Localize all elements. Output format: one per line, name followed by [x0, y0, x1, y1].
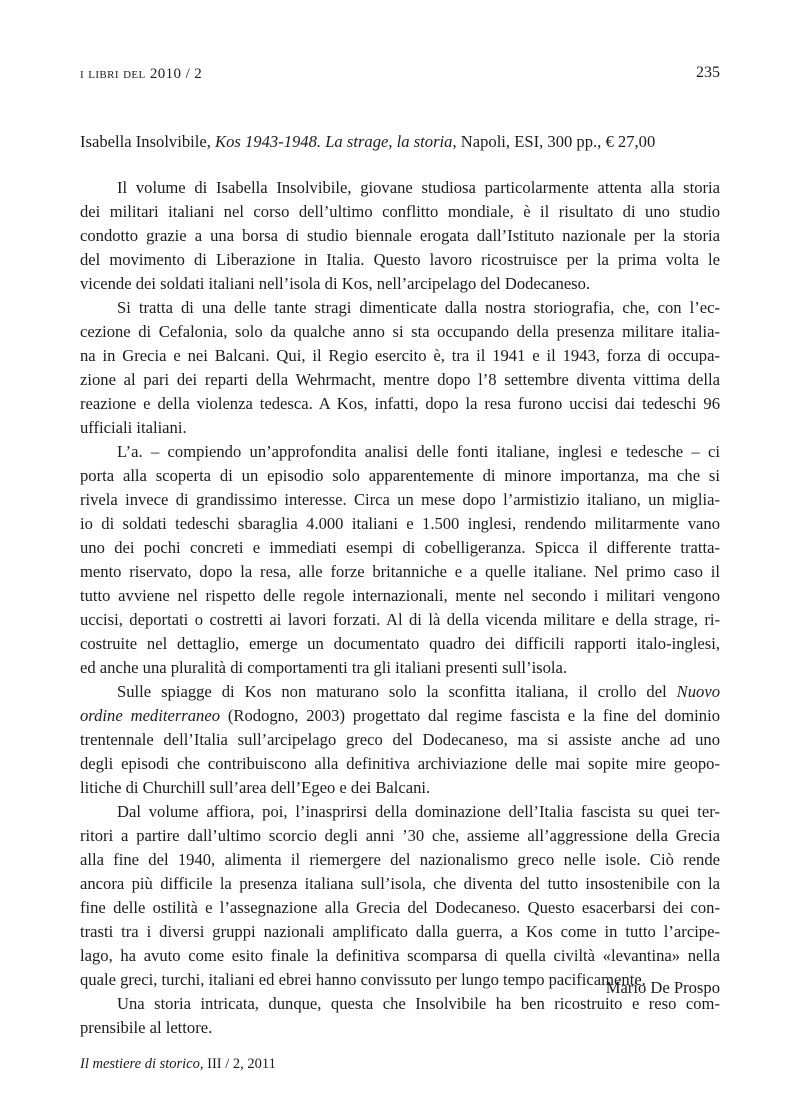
book-citation: [80, 130, 740, 154]
review-body: [80, 176, 720, 1040]
citation-author: Isabella Insolvibile,: [80, 132, 216, 151]
text-line: ancora più difficile la presenza italiana sull’isola, che diventa del tutto insostenibile con la: [80, 874, 720, 893]
text-line: porta alla scoperta di un episodio solo apparentemente di minore importanza, ma che si: [80, 466, 720, 485]
text-line: del movimento di Liberazione in Italia. Questo lavoro ricostruisce per la prima volta le: [80, 250, 720, 269]
page-footer: [80, 1054, 276, 1074]
page-number: 235: [696, 64, 720, 81]
text-line: [80, 704, 720, 728]
text-line: trasti tra i diversi gruppi nazionali amplificato dalla guerra, a Kos come in tutto l’arcipe-: [80, 922, 720, 941]
text-line: vicende dei soldati italiani nell’isola di Kos, nell’arcipelago del Dodecaneso.: [80, 274, 591, 293]
text-line: na in Grecia e nei Balcani. Qui, il Regio esercito è, tra il 1941 e il 1943, forza di occupa-: [80, 346, 720, 365]
running-head: i libri del 2010 / 2: [80, 66, 203, 82]
text-line: ufficiali italiani.: [80, 418, 187, 437]
text-line: io di soldati tedeschi sbaraglia 4.000 italiani e 1.500 inglesi, rendendo militarmente vano: [80, 514, 720, 533]
italic-title: Nuovo: [676, 682, 720, 701]
text-line: rivela invece di grandissimo interesse. Circa un mese dopo l’armistizio italiano, un miglia-: [80, 490, 720, 509]
text-line: mento riservato, dopo la resa, alle forze britanniche e a quelle italiane. Nel primo caso il: [80, 562, 720, 581]
text-line: lago, ha avuto come esito finale la definitiva scomparsa di quella civiltà «levantina» nella: [80, 946, 720, 965]
text-line: Si tratta di una delle tante stragi dimenticate dalla nostra storiografia, che, con l’ec-: [117, 298, 720, 317]
text-line: litiche di Churchill sull’area dell’Egeo e dei Balcani.: [80, 778, 431, 797]
text-line: Dal volume affiora, poi, l’inasprirsi della dominazione dell’Italia fascista su quei ter-: [117, 802, 720, 821]
text-line: Una storia intricata, dunque, questa che Insolvibile ha ben ricostruito e reso com-: [117, 994, 720, 1013]
text-line: trentennale dell’Italia sull’arcipelago greco del Dodecaneso, ma si assiste anche ad uno: [80, 730, 720, 749]
text-line: L’a. – compiendo un’approfondita analisi delle fonti italiane, inglesi e tedesche – ci: [117, 442, 720, 461]
text-segment: Sulle spiagge di Kos non maturano solo la sconfitta italiana, il crollo del: [117, 682, 677, 701]
citation-title: Kos 1943-1948. La strage, la storia: [215, 132, 453, 151]
text-line: zione al pari dei reparti della Wehrmacht, mentre dopo l’8 settembre diventa vittima della: [80, 370, 720, 389]
text-line: reazione e della violenza tedesca. A Kos, infatti, dopo la resa furono uccisi dai tedeschi 96: [80, 394, 720, 413]
page-header: [80, 64, 720, 88]
text-line: Il volume di Isabella Insolvibile, giovane studiosa particolarmente attenta alla storia: [117, 178, 720, 197]
journal-issue: , III / 2, 2011: [199, 1056, 276, 1072]
text-line: dei militari italiani nel corso dell’ultimo conflitto mondiale, è il risultato di uno studio: [80, 202, 720, 221]
text-line: condotto grazie a una borsa di studio biennale erogata dall’Istituto nazionale per la storia: [80, 226, 720, 245]
text-line: uccisi, deportati o costretti ai lavori forzati. Al di là della vicenda militare e della strage, ri-: [80, 610, 720, 629]
text-line: ritori a partire dall’ultimo scorcio degli anni ’30 che, assieme all’aggressione della Grecia: [80, 826, 720, 845]
reviewer-signature: Mario De Prospo: [605, 978, 720, 997]
text-line: uno dei pochi concreti e immediati esempi di cobelligeranza. Spicca il differente tratta-: [80, 538, 720, 557]
text-line: cezione di Cefalonia, solo da qualche anno si sta occupando della presenza militare italia-: [80, 322, 720, 341]
text-line: ed anche una pluralità di comportamenti tra gli italiani presenti sull’isola.: [80, 658, 568, 677]
text-line: tutto avviene nel rispetto delle regole internazionali, mente nel secondo i militari vengono: [80, 586, 720, 605]
text-line: degli episodi che contribuiscono alla definitiva archiviazione delle mai sopite mire geopo-: [80, 754, 720, 773]
text-line: costruite nel dettaglio, emerge un documentato quadro dei difficili rapporti italo-inglesi,: [80, 634, 720, 653]
text-segment: (Rodogno, 2003) progettato dal regime fascista e la fine del dominio: [220, 706, 720, 725]
citation-publication: , Napoli, ESI, 300 pp., € 27,00: [452, 132, 656, 151]
text-line: fine delle ostilità e l’assegnazione alla Grecia del Dodecaneso. Questo esacerbarsi dei con-: [80, 898, 720, 917]
journal-name: Il mestiere di storico: [80, 1056, 200, 1072]
italic-title: ordine mediterraneo: [80, 706, 220, 725]
text-line: quale greci, turchi, italiani ed ebrei hanno convissuto per lungo tempo pacificamente.: [80, 970, 646, 989]
text-line: prensibile al lettore.: [80, 1018, 213, 1037]
text-line: alla fine del 1940, alimenta il riemergere del nazionalismo greco nelle isole. Ciò rende: [80, 850, 720, 869]
text-line: [80, 680, 720, 704]
